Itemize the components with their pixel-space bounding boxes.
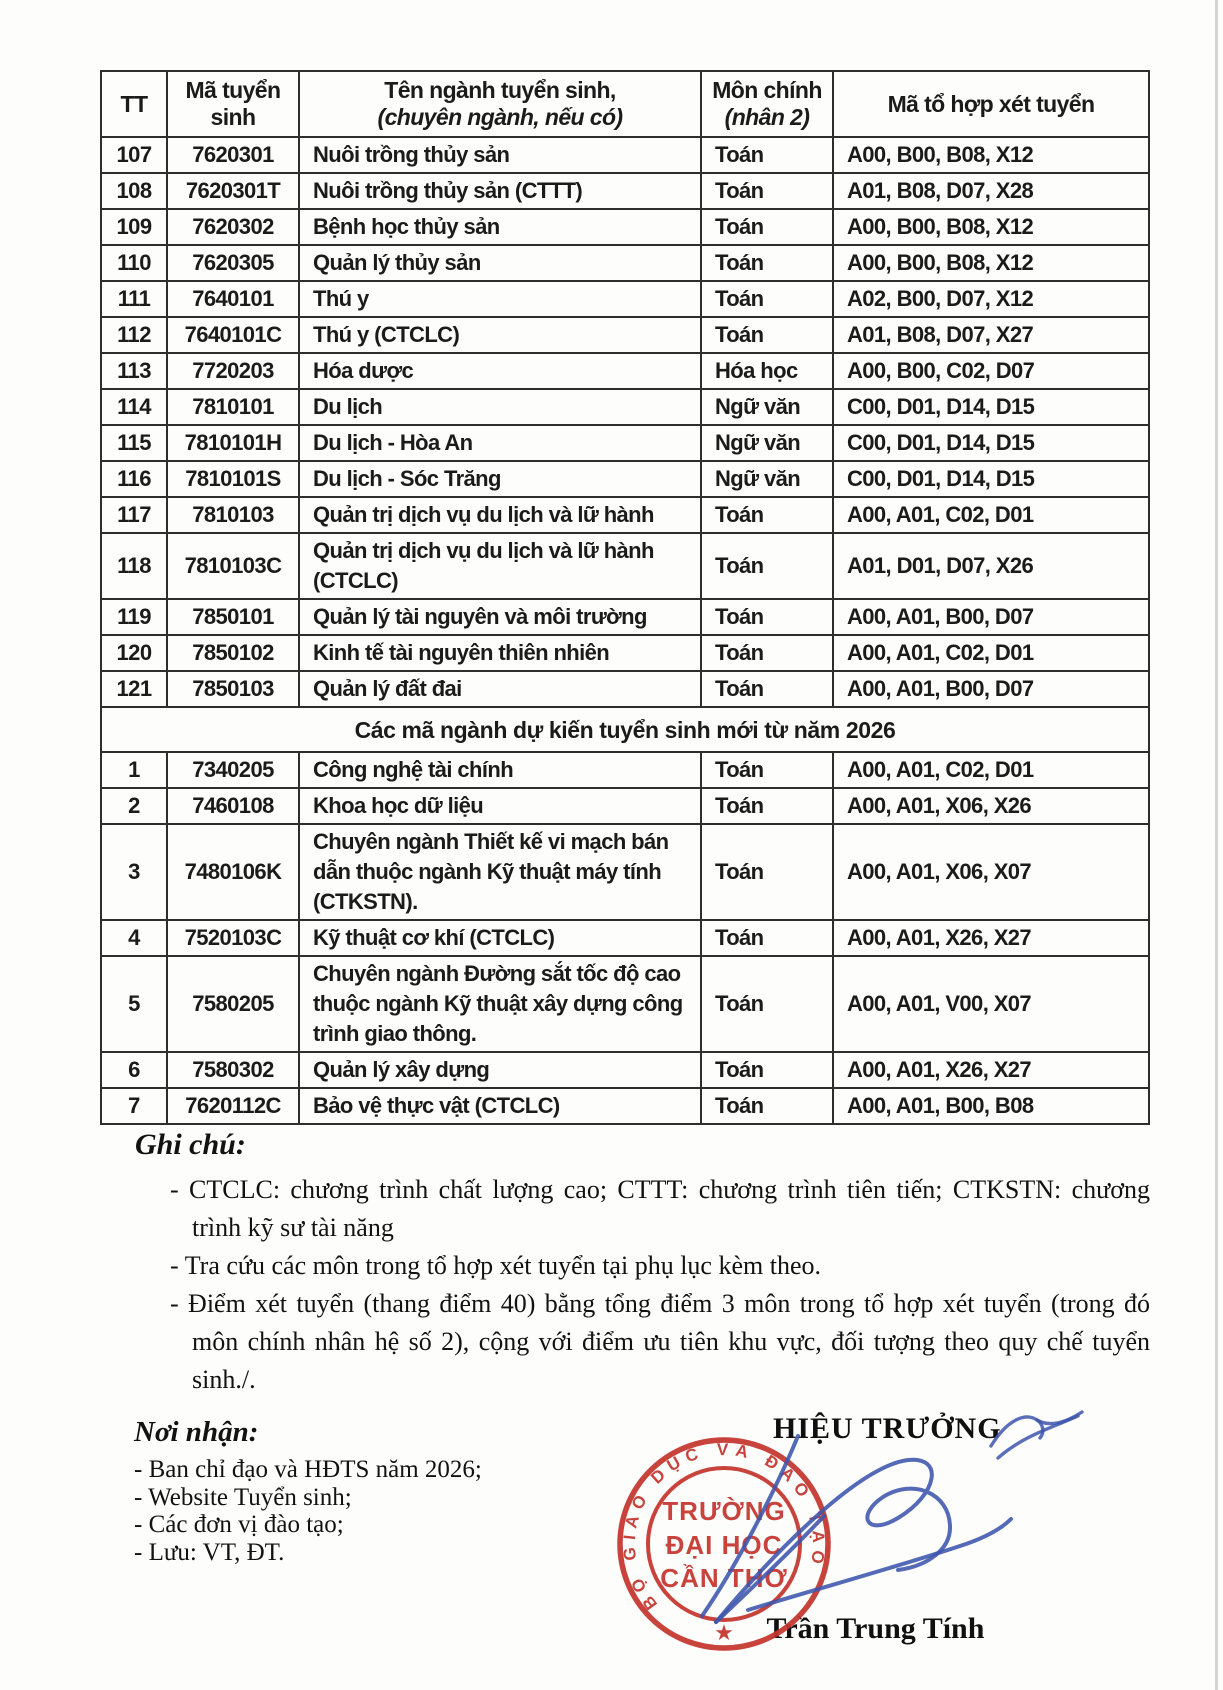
cell-name: Quản lý thủy sản bbox=[299, 245, 701, 281]
notes-section bbox=[100, 1128, 1150, 1399]
cell-name: Quản lý đất đai bbox=[299, 671, 701, 707]
cell-combos: A00, A01, C02, D01 bbox=[833, 752, 1149, 788]
cell-code: 7580302 bbox=[167, 1052, 299, 1088]
cell-code: 7850103 bbox=[167, 671, 299, 707]
cell-subject: Hóa học bbox=[701, 353, 833, 389]
cell-combos: A00, A01, X06, X26 bbox=[833, 788, 1149, 824]
table-body-2026 bbox=[101, 752, 1149, 1124]
cell-tt: 5 bbox=[101, 956, 167, 1052]
cell-combos: A00, A01, V00, X07 bbox=[833, 956, 1149, 1052]
cell-combos: A00, B00, B08, X12 bbox=[833, 209, 1149, 245]
cell-tt: 110 bbox=[101, 245, 167, 281]
cell-combos: A00, A01, C02, D01 bbox=[833, 497, 1149, 533]
cell-combos: A00, A01, C02, D01 bbox=[833, 635, 1149, 671]
cell-code: 7640101C bbox=[167, 317, 299, 353]
table-row bbox=[101, 956, 1149, 1052]
cell-subject: Toán bbox=[701, 1052, 833, 1088]
cell-combos: A00, A01, B00, B08 bbox=[833, 1088, 1149, 1124]
cell-name: Du lịch - Hòa An bbox=[299, 425, 701, 461]
table-row bbox=[101, 497, 1149, 533]
table-row bbox=[101, 209, 1149, 245]
cell-subject: Toán bbox=[701, 671, 833, 707]
cell-name: Chuyên ngành Đường sắt tốc độ cao thuộc ngành Kỹ thuật xây dựng công trình giao thông. bbox=[299, 956, 701, 1052]
cell-subject: Toán bbox=[701, 497, 833, 533]
cell-name: Nuôi trồng thủy sản bbox=[299, 137, 701, 173]
cell-subject: Toán bbox=[701, 752, 833, 788]
cell-combos: A00, A01, B00, D07 bbox=[833, 671, 1149, 707]
recipient-item: - Ban chỉ đạo và HĐTS năm 2026; bbox=[134, 1456, 482, 1483]
note-item: - Tra cứu các môn trong tổ hợp xét tuyển tại phụ lục kèm theo. bbox=[170, 1251, 821, 1280]
cell-subject: Toán bbox=[701, 824, 833, 920]
table-row bbox=[101, 425, 1149, 461]
cell-combos: A00, B00, C02, D07 bbox=[833, 353, 1149, 389]
cell-code: 7810101 bbox=[167, 389, 299, 425]
cell-tt: 119 bbox=[101, 599, 167, 635]
cell-subject: Toán bbox=[701, 1088, 833, 1124]
table-row bbox=[101, 599, 1149, 635]
cell-tt: 115 bbox=[101, 425, 167, 461]
col-header-combos bbox=[833, 71, 1149, 137]
cell-name: Kỹ thuật cơ khí (CTCLC) bbox=[299, 920, 701, 956]
scan-edge-artifact bbox=[1215, 0, 1218, 1690]
table-row bbox=[101, 533, 1149, 599]
table-section bbox=[101, 707, 1149, 752]
cell-name: Quản lý xây dựng bbox=[299, 1052, 701, 1088]
cell-name: Thú y (CTCLC) bbox=[299, 317, 701, 353]
cell-combos: A00, A01, B00, D07 bbox=[833, 599, 1149, 635]
cell-code: 7810101H bbox=[167, 425, 299, 461]
col-header-subject bbox=[701, 71, 833, 137]
cell-name: Khoa học dữ liệu bbox=[299, 788, 701, 824]
cell-code: 7850102 bbox=[167, 635, 299, 671]
cell-code: 7620112C bbox=[167, 1088, 299, 1124]
cell-subject: Toán bbox=[701, 635, 833, 671]
cell-name: Bệnh học thủy sản bbox=[299, 209, 701, 245]
cell-subject: Toán bbox=[701, 173, 833, 209]
cell-tt: 109 bbox=[101, 209, 167, 245]
cell-name: Kinh tế tài nguyên thiên nhiên bbox=[299, 635, 701, 671]
cell-combos: A01, D01, D07, X26 bbox=[833, 533, 1149, 599]
cell-code: 7810101S bbox=[167, 461, 299, 497]
recipient-item: - Website Tuyển sinh; bbox=[134, 1483, 352, 1511]
table-row bbox=[101, 920, 1149, 956]
cell-combos: A00, A01, X26, X27 bbox=[833, 1052, 1149, 1088]
col-header-name-sub: (chuyên ngành, nếu có) bbox=[377, 104, 623, 130]
cell-name: Du lịch - Sóc Trăng bbox=[299, 461, 701, 497]
table-row bbox=[101, 1088, 1149, 1124]
cell-subject: Toán bbox=[701, 209, 833, 245]
stamp-center-line1: TRƯỜNG bbox=[662, 1496, 786, 1526]
admissions-table bbox=[100, 70, 1150, 1125]
cell-combos: A00, A01, X06, X07 bbox=[833, 824, 1149, 920]
table-row bbox=[101, 824, 1149, 920]
cell-subject: Toán bbox=[701, 281, 833, 317]
cell-subject: Ngữ văn bbox=[701, 425, 833, 461]
cell-code: 7850101 bbox=[167, 599, 299, 635]
cell-combos: A00, A01, X26, X27 bbox=[833, 920, 1149, 956]
notes-title: Ghi chú: bbox=[135, 1128, 246, 1161]
table-row bbox=[101, 389, 1149, 425]
col-header-tt bbox=[101, 71, 167, 137]
table-row bbox=[101, 788, 1149, 824]
cell-code: 7520103C bbox=[167, 920, 299, 956]
cell-tt: 1 bbox=[101, 752, 167, 788]
cell-subject: Toán bbox=[701, 245, 833, 281]
cell-tt: 117 bbox=[101, 497, 167, 533]
cell-tt: 6 bbox=[101, 1052, 167, 1088]
cell-combos: A00, B00, B08, X12 bbox=[833, 245, 1149, 281]
cell-code: 7580205 bbox=[167, 956, 299, 1052]
cell-code: 7810103C bbox=[167, 533, 299, 599]
table-row bbox=[101, 245, 1149, 281]
col-header-tt-label: TT bbox=[120, 90, 148, 117]
table-row bbox=[101, 635, 1149, 671]
cell-subject: Toán bbox=[701, 317, 833, 353]
cell-tt: 2 bbox=[101, 788, 167, 824]
table-row bbox=[101, 353, 1149, 389]
signer-name: Trần Trung Tính bbox=[766, 1612, 985, 1645]
stamp-ring-text: BỘ GIÁO DỤC VÀ ĐÀO TẠO bbox=[619, 1439, 829, 1614]
note-item: - Điểm xét tuyển (thang điểm 40) bằng tổng điểm 3 môn trong tổ hợp xét tuyển (trong đó môn chính nhân hệ số 2), cộng với điểm ưu tiên khu vực, đối tượng theo quy chế tuyển sinh./. bbox=[170, 1289, 1150, 1394]
recipient-item: - Lưu: VT, ĐT. bbox=[134, 1538, 285, 1566]
cell-code: 7620302 bbox=[167, 209, 299, 245]
cell-combos: C00, D01, D14, D15 bbox=[833, 461, 1149, 497]
table-row bbox=[101, 671, 1149, 707]
cell-tt: 112 bbox=[101, 317, 167, 353]
section-header-row bbox=[101, 707, 1149, 752]
cell-combos: A01, B08, D07, X27 bbox=[833, 317, 1149, 353]
cell-code: 7640101 bbox=[167, 281, 299, 317]
cell-combos: A01, B08, D07, X28 bbox=[833, 173, 1149, 209]
cell-tt: 111 bbox=[101, 281, 167, 317]
table-body-main bbox=[101, 137, 1149, 707]
table-row bbox=[101, 461, 1149, 497]
cell-tt: 108 bbox=[101, 173, 167, 209]
cell-tt: 118 bbox=[101, 533, 167, 599]
table-header bbox=[101, 71, 1149, 137]
table-row bbox=[101, 281, 1149, 317]
cell-tt: 113 bbox=[101, 353, 167, 389]
cell-tt: 114 bbox=[101, 389, 167, 425]
col-header-code-label: Mã tuyển sinh bbox=[185, 77, 281, 130]
cell-name: Thú y bbox=[299, 281, 701, 317]
cell-combos: C00, D01, D14, D15 bbox=[833, 425, 1149, 461]
cell-subject: Toán bbox=[701, 920, 833, 956]
table-row bbox=[101, 1052, 1149, 1088]
cell-code: 7620305 bbox=[167, 245, 299, 281]
stamp-center-line2: ĐẠI HỌC bbox=[665, 1530, 783, 1560]
cell-name: Quản trị dịch vụ du lịch và lữ hành (CTCLC) bbox=[299, 533, 701, 599]
cell-name: Bảo vệ thực vật (CTCLC) bbox=[299, 1088, 701, 1124]
table-row bbox=[101, 137, 1149, 173]
col-header-name bbox=[299, 71, 701, 137]
cell-tt: 116 bbox=[101, 461, 167, 497]
cell-name: Nuôi trồng thủy sản (CTTT) bbox=[299, 173, 701, 209]
col-header-code bbox=[167, 71, 299, 137]
cell-subject: Toán bbox=[701, 137, 833, 173]
cell-name: Công nghệ tài chính bbox=[299, 752, 701, 788]
cell-name: Quản lý tài nguyên và môi trường bbox=[299, 599, 701, 635]
cell-name: Du lịch bbox=[299, 389, 701, 425]
cell-subject: Toán bbox=[701, 599, 833, 635]
col-header-subject-label: Môn chính bbox=[712, 77, 822, 103]
cell-tt: 4 bbox=[101, 920, 167, 956]
table-row bbox=[101, 173, 1149, 209]
cell-code: 7460108 bbox=[167, 788, 299, 824]
recipient-item: - Các đơn vị đào tạo; bbox=[134, 1511, 344, 1538]
cell-combos: A02, B00, D07, X12 bbox=[833, 281, 1149, 317]
cell-combos: C00, D01, D14, D15 bbox=[833, 389, 1149, 425]
cell-tt: 121 bbox=[101, 671, 167, 707]
col-header-subject-sub: (nhân 2) bbox=[724, 104, 810, 130]
note-item: - CTCLC: chương trình chất lượng cao; CTTT: chương trình tiên tiến; CTKSTN: chương trình kỹ sư tài năng bbox=[170, 1175, 1150, 1242]
cell-code: 7340205 bbox=[167, 752, 299, 788]
table-row bbox=[101, 752, 1149, 788]
cell-tt: 107 bbox=[101, 137, 167, 173]
signature-paraph bbox=[985, 1400, 1100, 1470]
col-header-combos-label: Mã tổ hợp xét tuyển bbox=[887, 90, 1095, 117]
cell-subject: Toán bbox=[701, 788, 833, 824]
cell-name: Chuyên ngành Thiết kế vi mạch bán dẫn thuộc ngành Kỹ thuật máy tính (CTKSTN). bbox=[299, 824, 701, 920]
col-header-name-label: Tên ngành tuyển sinh, bbox=[384, 77, 616, 103]
cell-name: Quản trị dịch vụ du lịch và lữ hành bbox=[299, 497, 701, 533]
section-header-label: Các mã ngành dự kiến tuyển sinh mới từ năm 2026 bbox=[101, 707, 1149, 752]
stamp-center-line3: CẦN THƠ bbox=[660, 1563, 788, 1593]
cell-code: 7620301 bbox=[167, 137, 299, 173]
cell-code: 7810103 bbox=[167, 497, 299, 533]
cell-tt: 120 bbox=[101, 635, 167, 671]
cell-code: 7480106K bbox=[167, 824, 299, 920]
cell-name: Hóa dược bbox=[299, 353, 701, 389]
cell-subject: Ngữ văn bbox=[701, 389, 833, 425]
recipients-title: Nơi nhận: bbox=[134, 1416, 259, 1448]
cell-code: 7720203 bbox=[167, 353, 299, 389]
cell-tt: 3 bbox=[101, 824, 167, 920]
cell-tt: 7 bbox=[101, 1088, 167, 1124]
cell-combos: A00, B00, B08, X12 bbox=[833, 137, 1149, 173]
stamp-star-icon: ★ bbox=[714, 1620, 734, 1645]
cell-subject: Toán bbox=[701, 956, 833, 1052]
signer-role-title: HIỆU TRƯỞNG bbox=[773, 1412, 1002, 1445]
cell-subject: Toán bbox=[701, 533, 833, 599]
cell-subject: Ngữ văn bbox=[701, 461, 833, 497]
table-row bbox=[101, 317, 1149, 353]
cell-code: 7620301T bbox=[167, 173, 299, 209]
recipients-section bbox=[134, 1416, 564, 1566]
